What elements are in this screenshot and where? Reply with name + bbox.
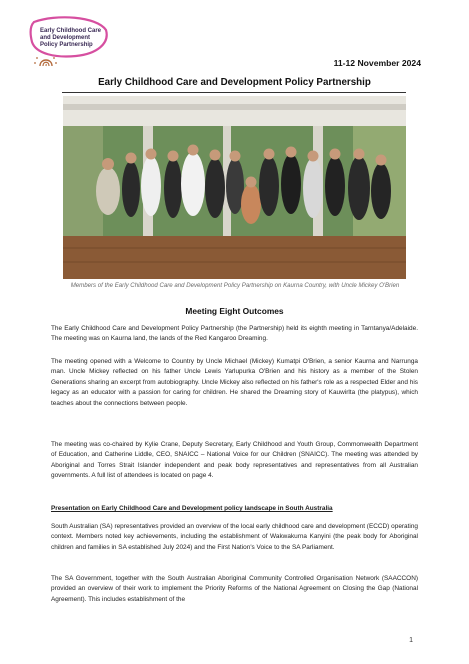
section-heading: Meeting Eight Outcomes: [185, 306, 284, 316]
paragraph: The meeting was co-chaired by Kylie Crane, Deputy Secretary, Early Childhood and Youth Group, Commonwealth Department of Education, and Catherine Liddle, CEO, SNAICC – National Voice for our Children (SNAICC). The meeting was attended by Aboriginal and Torres Strait Islander independent and peak body representatives and representatives from all Australian governments. A full list of attendees is located on page 4.: [51, 441, 418, 480]
subsection-heading: Presentation on Early Childhood Care and Development policy landscape in South Australia: [51, 505, 333, 512]
title-divider: [62, 92, 406, 93]
paragraph: The SA Government, together with the South Australian Aboriginal Community Controlled Organisation Network (SAACCON) provided an overview of their work to implement the Priority Reforms of the National Agreement on Closing the Gap (National Agreement). This includes establishment of the: [51, 575, 418, 603]
logo-line: Early Childhood Care: [40, 28, 102, 34]
logo-wordmark: [40, 28, 108, 49]
group-photo: [63, 96, 406, 279]
page-number: 1: [409, 637, 413, 644]
logo-line: Policy Partnership: [40, 42, 93, 48]
photo-caption: Members of the Early Childhood Care and Development Policy Partnership on Kaurna Country, with Uncle Mickey O'Brien: [70, 282, 400, 289]
group-photo-image: [63, 96, 406, 279]
paragraph: The Early Childhood Care and Development Policy Partnership (the Partnership) held its eighth meeting in Tarntanya/Adelaide. The meeting was on Kaurna land, the lands of the Red Kangaroo Dreaming.: [51, 325, 418, 343]
meeting-date: 11-12 November 2024: [333, 58, 421, 68]
paragraph: The meeting opened with a Welcome to Country by Uncle Michael (Mickey) Kumatpi O'Brien, a senior Kaurna and Narrunga man. Uncle Mickey reflected on his father Uncle Lewis Yarlupurka O'Brien and his history as a member of the Stolen Generations sharing an excerpt from autobiography. Uncle Mickey also reflected on his father's role as a respected Elder and his legacy as an educator with a passion for caring for children. He shared the Dreaming story of Kauwirlta (the platypus), which teaches about the connections between people.: [51, 358, 418, 407]
logo-line: and Development: [40, 35, 91, 41]
partnership-logo: [26, 14, 110, 72]
paragraph: South Australian (SA) representatives provided an overview of the local early childhood care and development (ECCD) operating context. Members noted key achievements, including the establishment of Wakwakurna Kanyini (the peak body for Aboriginal children and families in SA established July 2024) and the First Nation's Voice to the SA Parliament.: [51, 523, 418, 551]
page-title: Early Childhood Care and Development Policy Partnership: [98, 77, 371, 88]
